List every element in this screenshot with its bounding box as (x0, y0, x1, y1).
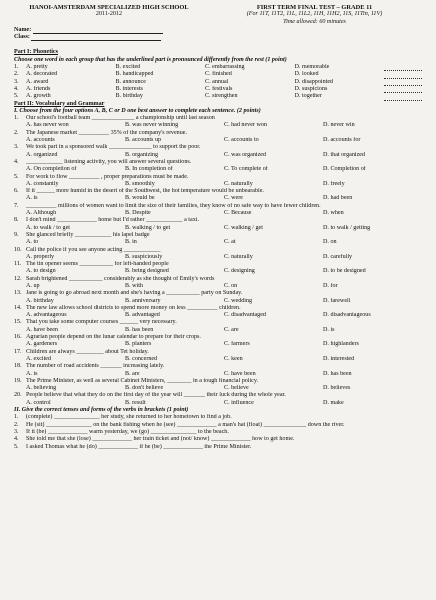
option-b[interactable]: B. being designed (125, 268, 169, 275)
option-c[interactable]: C. annual (205, 78, 229, 85)
question-number: 1. (14, 115, 19, 122)
option-d[interactable]: D. farewell (323, 297, 351, 304)
option-d[interactable]: D. together (294, 93, 322, 100)
phonetics-row (14, 64, 422, 71)
option-d[interactable]: D. Completion of (323, 166, 366, 173)
question-number: 16. (14, 334, 22, 341)
option-d[interactable]: D. when (323, 210, 344, 217)
option-d[interactable]: D. accounts for (323, 137, 361, 144)
question-row (14, 334, 422, 341)
option-b[interactable]: B. In completion of (125, 166, 173, 173)
option-c[interactable]: C. naturally (224, 180, 253, 187)
item-number: 3. (14, 78, 19, 85)
question-number: 2. (14, 129, 19, 136)
name-field-row (14, 27, 422, 34)
verb-forms-list (14, 414, 422, 450)
question-options (14, 181, 422, 188)
option-b[interactable]: B. birthday (115, 93, 143, 100)
question-options (14, 356, 422, 363)
option-c[interactable]: C. at (224, 239, 236, 246)
question-row (14, 247, 422, 254)
option-b[interactable]: B. Despite (125, 210, 151, 217)
question-number: 6. (14, 188, 19, 195)
answer-blank[interactable] (384, 93, 422, 100)
question-number: 20. (14, 392, 22, 399)
question-number: 5. (14, 173, 19, 180)
option-b[interactable]: B. concerned (125, 355, 158, 362)
option-d[interactable]: D. for (323, 282, 338, 289)
question-row (14, 203, 422, 210)
section-ii-instruction: II. Give the correct tenses and forms of the verbs in brackets (1 point) (14, 407, 189, 414)
question-options (14, 327, 422, 334)
option-b[interactable]: B. anniversary (125, 297, 161, 304)
question-row (14, 378, 422, 385)
header-left (14, 4, 204, 26)
question-number: 13. (14, 290, 22, 297)
question-row (14, 159, 422, 166)
option-d[interactable]: D. is (323, 326, 335, 333)
question-row (14, 174, 422, 181)
item-number: 1. (14, 64, 19, 71)
option-a[interactable]: A. On completion of (26, 166, 77, 173)
question-options (14, 122, 422, 129)
question-text: Sarah brightened ___________ considerably as she thought of Emily's words (26, 275, 215, 282)
option-a[interactable]: A. to design (26, 268, 56, 275)
header-right (207, 4, 422, 26)
option-a[interactable]: A. to (26, 239, 39, 246)
class-field[interactable] (31, 35, 161, 41)
phonetics-options (26, 64, 384, 71)
phonetics-options (26, 79, 384, 86)
school-name: HANOI-AMSTERDAM SPECIALIZED HIGH SCHOOL (29, 4, 189, 11)
phonetics-row (14, 79, 422, 86)
phonetics-options (26, 93, 384, 100)
question-text: Our school's football team ______________ a championship until last season (26, 115, 215, 122)
question-text: We took part in a sponsored walk ______________ to support the poor. (26, 144, 201, 151)
phonetics-row (14, 71, 422, 78)
question-number: 14. (14, 304, 22, 311)
question-row (14, 115, 422, 122)
option-c[interactable]: C. keen (224, 355, 243, 362)
verb-number: 2. (14, 421, 19, 428)
option-a[interactable]: A. advantageous (26, 312, 67, 319)
question-text: The Prime Minister, as well as several Cabinet Ministers, ________ in a tough financial policy. (26, 377, 259, 384)
option-d[interactable]: D. never win (323, 122, 355, 129)
question-options (14, 195, 422, 202)
question-text: She glanced briefly ____________ his lapel badge (26, 231, 150, 238)
option-c[interactable]: C. was organized (224, 151, 267, 158)
question-text: I don't mind _____________ home but I'd rather ____________ a taxi. (26, 217, 199, 224)
question-options (14, 371, 422, 378)
phonetics-options (26, 86, 384, 93)
option-d[interactable]: D. believes (323, 385, 351, 392)
option-b[interactable]: B. smoothly (125, 180, 155, 187)
question-number: 17. (14, 348, 22, 355)
verb-sentence[interactable]: I asked Thomas what he (do) _____________ if he (be) _____________ the Prime Minister. (26, 443, 252, 450)
option-b[interactable]: B. planters (125, 341, 152, 348)
option-b[interactable]: B. organizing (125, 151, 159, 158)
item-number: 2. (14, 71, 19, 78)
question-number: 19. (14, 377, 22, 384)
verb-row (14, 444, 422, 451)
option-b[interactable]: B. has been (125, 326, 154, 333)
verb-number: 4. (14, 436, 19, 443)
option-d[interactable]: D. looked (294, 71, 319, 78)
question-number: 4. (14, 158, 19, 165)
time-allowed: Time allowed: 60 minutes (283, 18, 346, 25)
phonetics-options (26, 71, 384, 78)
option-b[interactable]: B. announce (115, 78, 146, 85)
option-b[interactable]: B. don't believe (125, 385, 164, 392)
option-b[interactable]: B. would be (125, 195, 155, 202)
answer-blank[interactable] (384, 71, 422, 78)
question-options (14, 268, 422, 275)
question-number: 10. (14, 246, 22, 253)
option-b[interactable]: B. advantaged (125, 312, 160, 319)
option-c[interactable]: C. walking / get (224, 224, 263, 231)
option-d[interactable]: D. highlanders (323, 341, 359, 348)
question-row (14, 392, 422, 399)
question-text: The new law allows school districts to spend more money on less __________ children. (26, 304, 241, 311)
test-title: FIRST TERM FINAL TEST – GRADE 11 (256, 4, 373, 11)
option-a[interactable]: A. decorated (26, 71, 58, 78)
option-b[interactable]: B. in (125, 239, 137, 246)
option-d[interactable]: D. freely (323, 180, 345, 187)
question-text: For work to flow __________ , proper preparations must be made. (26, 173, 189, 180)
option-a[interactable]: A. has never won (26, 122, 69, 129)
question-row (14, 363, 422, 370)
option-c[interactable]: C. naturally (224, 253, 253, 260)
question-options (14, 239, 422, 246)
class-label: Class: (14, 34, 30, 41)
question-options (14, 225, 422, 232)
option-c[interactable]: C. on (224, 282, 238, 289)
option-b[interactable]: B. are (125, 370, 140, 377)
question-text: If it ______ more humid in the desert of the Southwest, the hot temperature would be unbearable. (26, 188, 264, 195)
option-c[interactable]: C. festivals (205, 85, 233, 92)
question-row (14, 188, 422, 195)
question-number: 18. (14, 363, 22, 370)
option-d[interactable]: D. to walk / getting (323, 224, 371, 231)
option-d[interactable]: D. memorable (294, 64, 330, 71)
name-label: Name: (14, 26, 32, 33)
question-text: The tin opener seems ___________ for left-handed people (26, 261, 169, 268)
question-row (14, 319, 422, 326)
option-c[interactable]: C. embarrassing (205, 64, 245, 71)
option-c[interactable]: C. influence (224, 399, 254, 406)
verb-sentence[interactable]: He (sit) _______________ on the bank fishing when he (see) _____________ a man's hat (float) ______________ down the river. (26, 421, 345, 428)
option-b[interactable]: B. walking / to get (125, 224, 171, 231)
section-i-instruction: I. Choose from the four options A, B, C or D one best answer to complete each sentence. (2 points) (14, 107, 261, 114)
option-a[interactable]: A. believing (26, 385, 57, 392)
option-a[interactable]: A. is (26, 195, 38, 202)
verb-row (14, 422, 422, 429)
question-text: People believe that what they do on the first day of the year will _______ their luck during the whole year. (26, 392, 286, 399)
question-row (14, 232, 422, 239)
option-c[interactable]: C. have been (224, 370, 256, 377)
question-text: The Japanese market __________ 35% of the company's revenue. (26, 129, 188, 136)
option-a[interactable]: A. gardeners (26, 341, 58, 348)
item-number: 5. (14, 93, 19, 100)
item-number: 4. (14, 85, 19, 92)
option-c[interactable]: C. designing (224, 268, 255, 275)
question-text: __________ millions of women want to limit the size of their families, they know of no safe way to have fewer children. (26, 202, 321, 209)
verb-row (14, 436, 422, 443)
option-a[interactable]: A. constantly (26, 180, 59, 187)
option-a[interactable]: A. growth (26, 93, 51, 100)
option-a[interactable]: A. accounts (26, 137, 55, 144)
question-options (14, 210, 422, 217)
verb-number: 3. (14, 428, 19, 435)
question-options (14, 283, 422, 290)
question-number: 9. (14, 231, 19, 238)
mc-questions-list (14, 115, 422, 407)
question-row (14, 217, 422, 224)
option-b[interactable]: B. suspiciously (125, 253, 163, 260)
option-c[interactable]: C. To complete of (224, 166, 268, 173)
option-a[interactable]: A. friends (26, 85, 51, 92)
exam-header (14, 4, 422, 26)
question-options (14, 254, 422, 261)
question-number: 11. (14, 261, 22, 268)
option-b[interactable]: B. handicapped (115, 71, 154, 78)
question-options (14, 152, 422, 159)
option-a[interactable]: A. to walk / to get (26, 224, 71, 231)
verb-sentence[interactable]: She told me that she (lose) _____________ her train ticket and (not/ know) _____________ how to get home. (26, 436, 295, 443)
option-d[interactable]: D. interested (323, 355, 355, 362)
verb-number: 1. (14, 414, 19, 421)
option-c[interactable]: C. believe (224, 385, 249, 392)
option-d[interactable]: D. to be designed (323, 268, 366, 275)
answer-blank[interactable] (384, 86, 422, 93)
question-text: Children are always _________ about Tet holiday. (26, 348, 149, 355)
option-a[interactable]: A. properly (26, 253, 55, 260)
option-c[interactable]: C. finished (205, 71, 232, 78)
question-text: That you take some computer courses ______ very necessary. (26, 319, 177, 326)
test-classes: (For 11T, 11T2, 11L, 11L2, 11H, 11H2, 11S, 11Tin, 11V) (246, 11, 383, 18)
part2-title: Part II: Vocabulary and Grammar (14, 100, 105, 107)
question-row (14, 276, 422, 283)
question-number: 12. (14, 275, 22, 282)
option-d[interactable]: D. carefully (323, 253, 353, 260)
option-b[interactable]: B. excited (115, 64, 141, 71)
question-row (14, 144, 422, 151)
question-options (14, 137, 422, 144)
question-number: 3. (14, 144, 19, 151)
question-number: 7. (14, 202, 19, 209)
option-d[interactable]: D. make (323, 399, 344, 406)
phonetics-row (14, 86, 422, 93)
option-a[interactable]: A. birthday (26, 297, 54, 304)
option-c[interactable]: C. Because (224, 210, 252, 217)
option-d[interactable]: D. disadvantageous (323, 312, 371, 319)
option-c[interactable]: C. are (224, 326, 239, 333)
class-field-row (14, 34, 422, 41)
question-text: Agrarian people depend on the lunar calendar to prepare for their crops. (26, 334, 201, 341)
option-d[interactable]: D. on (323, 239, 337, 246)
part1-instruction: Choose one word in each group that has the underlined part is pronounced differently from the rest (1 point) (14, 56, 287, 63)
option-c[interactable]: C. were (224, 195, 243, 202)
part1-title: Part I: Phonetics (14, 49, 59, 56)
option-a[interactable]: A. organized (26, 151, 58, 158)
question-options (14, 166, 422, 173)
option-b[interactable]: B. result (125, 399, 146, 406)
question-row (14, 130, 422, 137)
answer-blank[interactable] (384, 64, 422, 71)
option-c[interactable]: C. farmers (224, 341, 250, 348)
question-row (14, 261, 422, 268)
option-a[interactable]: A. award (26, 78, 49, 85)
question-options (14, 400, 422, 407)
question-number: 15. (14, 319, 22, 326)
option-d[interactable]: D. has been (323, 370, 352, 377)
option-c[interactable]: C. accounts to (224, 137, 259, 144)
option-c[interactable]: C. wedding (224, 297, 253, 304)
question-text: Call the police if you see anyone acting ____________ (26, 246, 161, 253)
option-d[interactable]: D. disappointed (294, 78, 334, 85)
option-d[interactable]: D. suspicions (294, 85, 328, 92)
option-a[interactable]: A. control (26, 399, 51, 406)
question-row (14, 290, 422, 297)
verb-sentence[interactable]: If it (be) _____________ warm yesterday, we (go) _______________ to the beach. (26, 428, 229, 435)
question-options (14, 341, 422, 348)
verb-row (14, 414, 422, 421)
option-c[interactable]: C. strengthen (205, 93, 238, 100)
option-b[interactable]: B. interests (115, 85, 143, 92)
option-a[interactable]: A. have been (26, 326, 58, 333)
verb-row (14, 429, 422, 436)
verb-number: 5. (14, 443, 19, 450)
option-a[interactable]: A. excited (26, 355, 52, 362)
option-d[interactable]: D. had been (323, 195, 353, 202)
question-row (14, 305, 422, 312)
option-b[interactable]: B. with (125, 282, 143, 289)
verb-sentence[interactable]: (complete) _______________ her study, she returned to her hometown to find a job. (26, 414, 232, 421)
option-a[interactable]: A. up (26, 282, 40, 289)
question-text: Jane is going to go abroad next month and she's having a ___________ party on Sunday. (26, 290, 243, 297)
option-c[interactable]: C. had never won (224, 122, 267, 129)
option-a[interactable]: A. Although (26, 210, 57, 217)
question-options (14, 385, 422, 392)
phonetics-list (14, 64, 422, 100)
answer-blank[interactable] (384, 79, 422, 86)
option-a[interactable]: A. pretty (26, 64, 48, 71)
option-b[interactable]: B. accounts up (125, 137, 162, 144)
question-options (14, 298, 422, 305)
option-b[interactable]: B. was never winning (125, 122, 179, 129)
question-options (14, 312, 422, 319)
option-d[interactable]: D. that organized (323, 151, 366, 158)
option-c[interactable]: C. disadvantaged (224, 312, 266, 319)
question-number: 8. (14, 217, 19, 224)
question-text: The number of road accidents _______ increasing lately. (26, 363, 165, 370)
option-a[interactable]: A. is (26, 370, 38, 377)
phonetics-row (14, 93, 422, 100)
school-year: 2011-2012 (95, 11, 123, 18)
question-text: ____________ listening activity, you will answer several questions. (26, 158, 192, 165)
question-row (14, 349, 422, 356)
